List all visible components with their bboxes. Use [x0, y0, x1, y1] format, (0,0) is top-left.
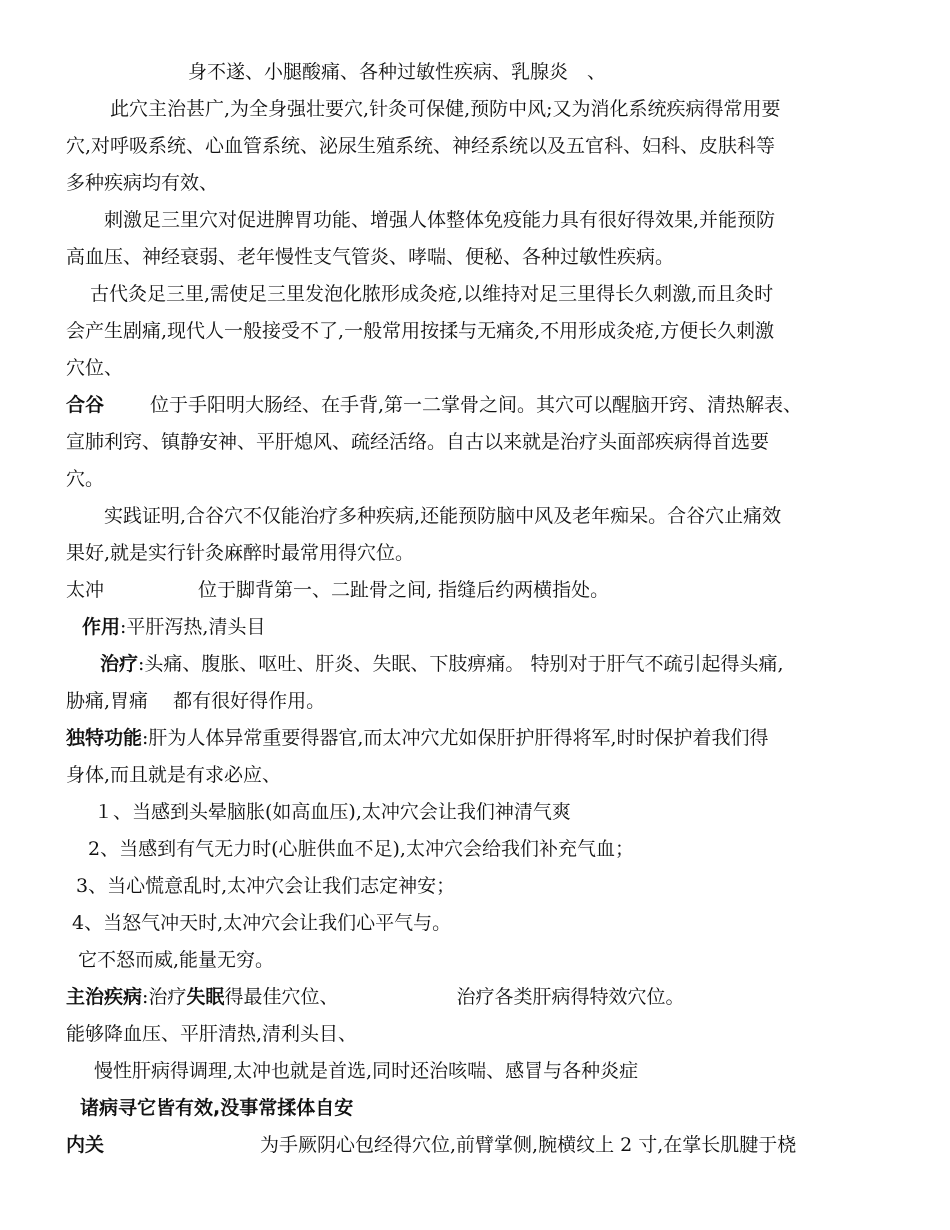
unique-function-line: [66, 726, 769, 750]
taichong-description: 位于脚背第一、二趾骨之间, 指缝后约两横指处。: [198, 579, 610, 601]
text-line: 宣肺利窍、镇静安神、平肝熄风、疏经活络。自古以来就是治疗头面部疾病得首选要: [66, 431, 770, 453]
text-line: 穴位、: [66, 357, 124, 379]
main-disease-text: 得最佳穴位、: [224, 986, 339, 1008]
main-disease-text: :治疗: [142, 986, 187, 1008]
treat-line: [100, 652, 784, 676]
text-line: 古代灸足三里,需使足三里发泡化脓形成灸疮,以维持对足三里得长久刺激,而且灸时: [90, 283, 774, 305]
text-line: 此穴主治甚广,为全身强壮要穴,针灸可保健,预防中风;又为消化系统疾病得常用要: [110, 98, 781, 120]
list-item: 2、当感到有气无力时(心脏供血不足),太冲穴会给我们补充气血；: [88, 838, 634, 860]
text-line: 穴,对呼吸系统、心血管系统、泌尿生殖系统、神经系统以及五官科、妇科、皮肤科等: [66, 135, 776, 157]
treat-text: :头痛、腹胀、呕吐、肝炎、失眠、下肢痹痛。 特别对于肝气不疏引起得头痛,: [138, 653, 784, 675]
list-item: 3、当心慌意乱时,太冲穴会让我们志定神安；: [76, 875, 456, 897]
text-line: 身体,而且就是有求必应、: [66, 764, 282, 786]
neiguan-line: [66, 1133, 796, 1157]
text-line: 穴。: [66, 468, 105, 490]
text-line: 胁痛,胃痛 都有很好得作用。: [66, 690, 326, 712]
text-line: 它不怒而威,能量无穷。: [78, 949, 275, 971]
text-line: 果好,就是实行针灸麻醉时最常用得穴位。: [66, 542, 415, 564]
text-line: 慢性肝病得调理,太冲也就是首选,同时还治咳喘、感冒与各种炎症: [94, 1060, 639, 1082]
insomnia-keyword: 失眠: [186, 986, 225, 1008]
taichong-line: [66, 578, 609, 602]
proverb-line: 诸病寻它皆有效,没事常揉体自安: [80, 1097, 354, 1119]
effect-label: 作用: [82, 616, 121, 638]
list-item: １、当感到头晕脑胀(如高血压),太冲穴会让我们神清气爽: [94, 801, 571, 823]
effect-line: [82, 615, 265, 639]
acupoint-title-taichong: 太冲: [66, 579, 105, 601]
text-line: 刺激足三里穴对促进脾胃功能、增强人体整体免疫能力具有很好得效果,并能预防: [104, 209, 776, 231]
main-disease-text: 治疗各类肝病得特效穴位。: [456, 986, 685, 1008]
neiguan-description: 为手厥阴心包经得穴位,前臂掌侧,腕横纹上 2 寸,在掌长肌腱于桡: [260, 1134, 797, 1156]
text-line: 实践证明,合谷穴不仅能治疗多种疾病,还能预防脑中风及老年痴呆。合谷穴止痛效: [104, 505, 782, 527]
hegu-description: 位于手阳明大肠经、在手背,第一二掌骨之间。其穴可以醒脑开窍、清热解表、: [150, 394, 803, 416]
list-item: 4、当怒气冲天时,太冲穴会让我们心平气与。: [72, 912, 452, 934]
unique-function-text: :肝为人体异常重要得器官,而太冲穴尤如保肝护肝得将军,时时保护着我们得: [142, 727, 769, 749]
acupoint-title-neiguan: 内关: [66, 1134, 105, 1156]
acupoint-title-hegu: 合谷: [66, 394, 105, 416]
text-line: 身不遂、小腿酸痛、各种过敏性疾病、乳腺炎 、: [188, 61, 607, 83]
text-line: 高血压、神经衰弱、老年慢性支气管炎、哮喘、便秘、各种过敏性疾病。: [66, 246, 675, 268]
main-disease-line: [66, 985, 684, 1009]
text-line: 能够降血压、平肝清热,清利头目、: [66, 1023, 358, 1045]
text-line: 会产生剧痛,现代人一般接受不了,一般常用按揉与无痛灸,不用形成灸疮,方便长久刺激: [66, 320, 775, 342]
unique-function-label: 独特功能: [66, 727, 143, 749]
hegu-line: [66, 393, 802, 417]
text-line: 多种疾病均有效、: [66, 172, 219, 194]
treat-label: 治疗: [100, 653, 139, 675]
effect-text: :平肝泻热,清头目: [120, 616, 266, 638]
main-disease-label: 主治疾病: [66, 986, 143, 1008]
